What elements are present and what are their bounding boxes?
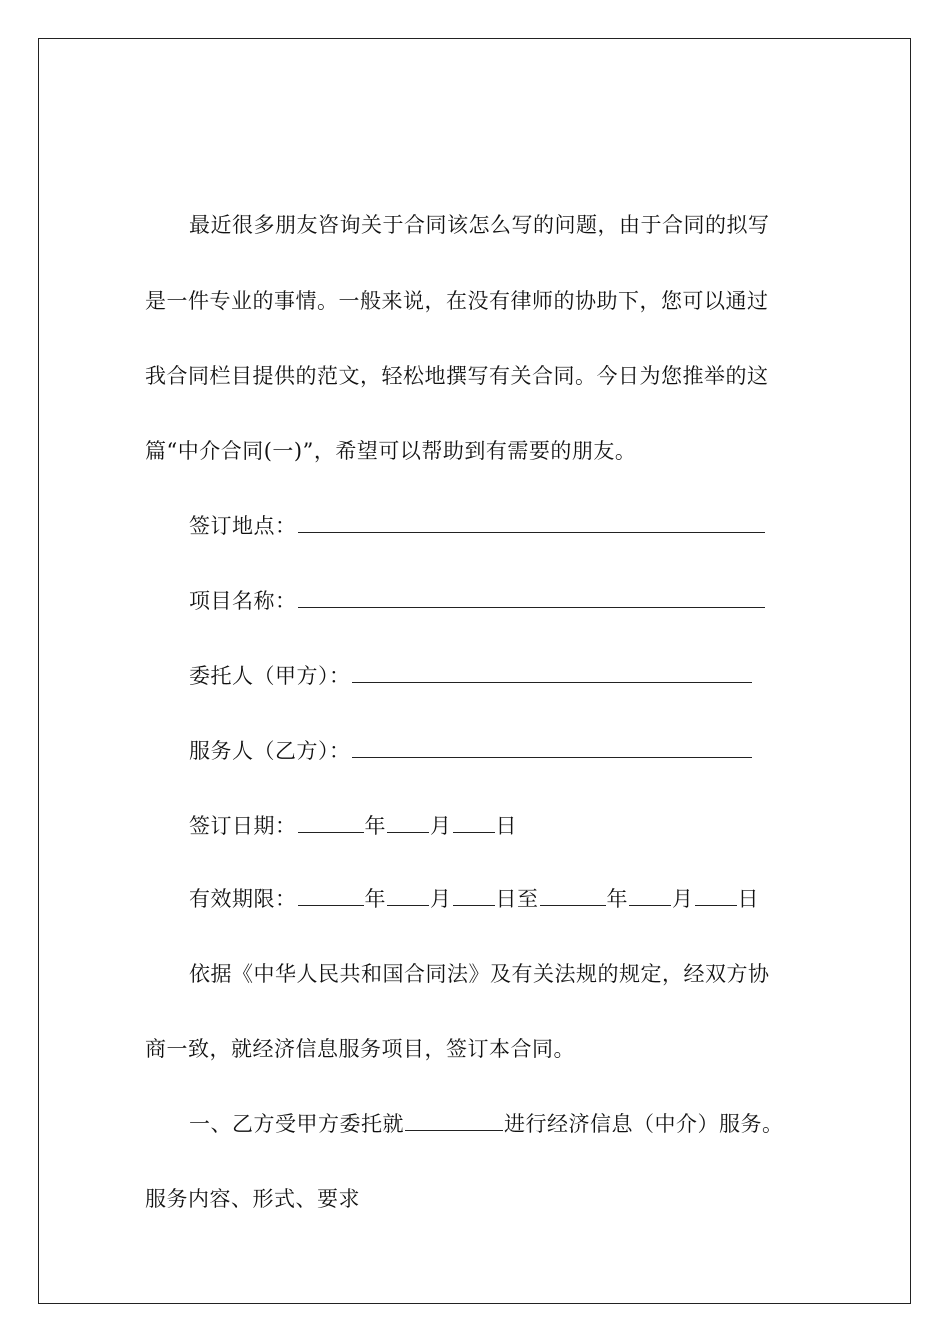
sign-date-label: 签订日期： bbox=[189, 814, 297, 838]
sign-date-year: 年 bbox=[364, 814, 386, 838]
sign-date-day-blank bbox=[453, 812, 495, 833]
valid-end-month-blank bbox=[629, 885, 671, 906]
valid-start-day: 日至 bbox=[495, 887, 539, 911]
intro-line-4: 篇“中介合同(一)”，希望可以帮助到有需要的朋友。 bbox=[145, 439, 637, 463]
client-blank bbox=[352, 662, 752, 683]
client-row bbox=[145, 662, 849, 690]
valid-period-row bbox=[145, 885, 849, 913]
sign-date-row bbox=[145, 812, 849, 840]
project-name-blank bbox=[298, 587, 765, 608]
sign-place-blank bbox=[298, 512, 765, 533]
client-label: 委托人（甲方）： bbox=[189, 664, 351, 688]
server-blank bbox=[352, 737, 752, 758]
project-name-label: 项目名称： bbox=[189, 589, 297, 613]
valid-start-day-blank bbox=[453, 885, 495, 906]
server-label: 服务人（乙方）： bbox=[189, 739, 351, 763]
clause-1-line-2: 服务内容、形式、要求 bbox=[145, 1187, 360, 1211]
valid-end-day: 日 bbox=[737, 887, 759, 911]
intro-line-2: 是一件专业的事情。一般来说，在没有律师的协助下，您可以通过 bbox=[145, 289, 769, 313]
valid-start-month-blank bbox=[387, 885, 429, 906]
sign-date-month-blank bbox=[387, 812, 429, 833]
valid-period-label: 有效期限： bbox=[189, 887, 297, 911]
basis-line-2: 商一致，就经济信息服务项目，签订本合同。 bbox=[145, 1037, 575, 1061]
sign-place-row bbox=[145, 512, 849, 540]
valid-end-month: 月 bbox=[672, 887, 694, 911]
valid-end-day-blank bbox=[695, 885, 737, 906]
valid-end-year: 年 bbox=[606, 887, 628, 911]
sign-date-day: 日 bbox=[495, 814, 517, 838]
clause-1-row bbox=[145, 1110, 849, 1138]
valid-start-year: 年 bbox=[364, 887, 386, 911]
valid-start-year-blank bbox=[298, 885, 364, 906]
clause-1-blank bbox=[405, 1110, 503, 1131]
sign-date-month: 月 bbox=[430, 814, 452, 838]
clause-1-prefix: 一、乙方受甲方委托就 bbox=[189, 1112, 404, 1136]
valid-start-month: 月 bbox=[430, 887, 452, 911]
basis-line-1: 依据《中华人民共和国合同法》及有关法规的规定，经双方协 bbox=[189, 962, 770, 986]
sign-date-year-blank bbox=[298, 812, 364, 833]
project-name-row bbox=[145, 587, 849, 615]
clause-1-suffix: 进行经济信息（中介）服务。 bbox=[504, 1112, 784, 1136]
sign-place-label: 签订地点： bbox=[189, 514, 297, 538]
intro-line-1: 最近很多朋友咨询关于合同该怎么写的问题，由于合同的拟写 bbox=[189, 213, 770, 237]
intro-line-3: 我合同栏目提供的范文，轻松地撰写有关合同。今日为您推举的这 bbox=[145, 364, 769, 388]
server-row bbox=[145, 737, 849, 765]
valid-end-year-blank bbox=[540, 885, 606, 906]
